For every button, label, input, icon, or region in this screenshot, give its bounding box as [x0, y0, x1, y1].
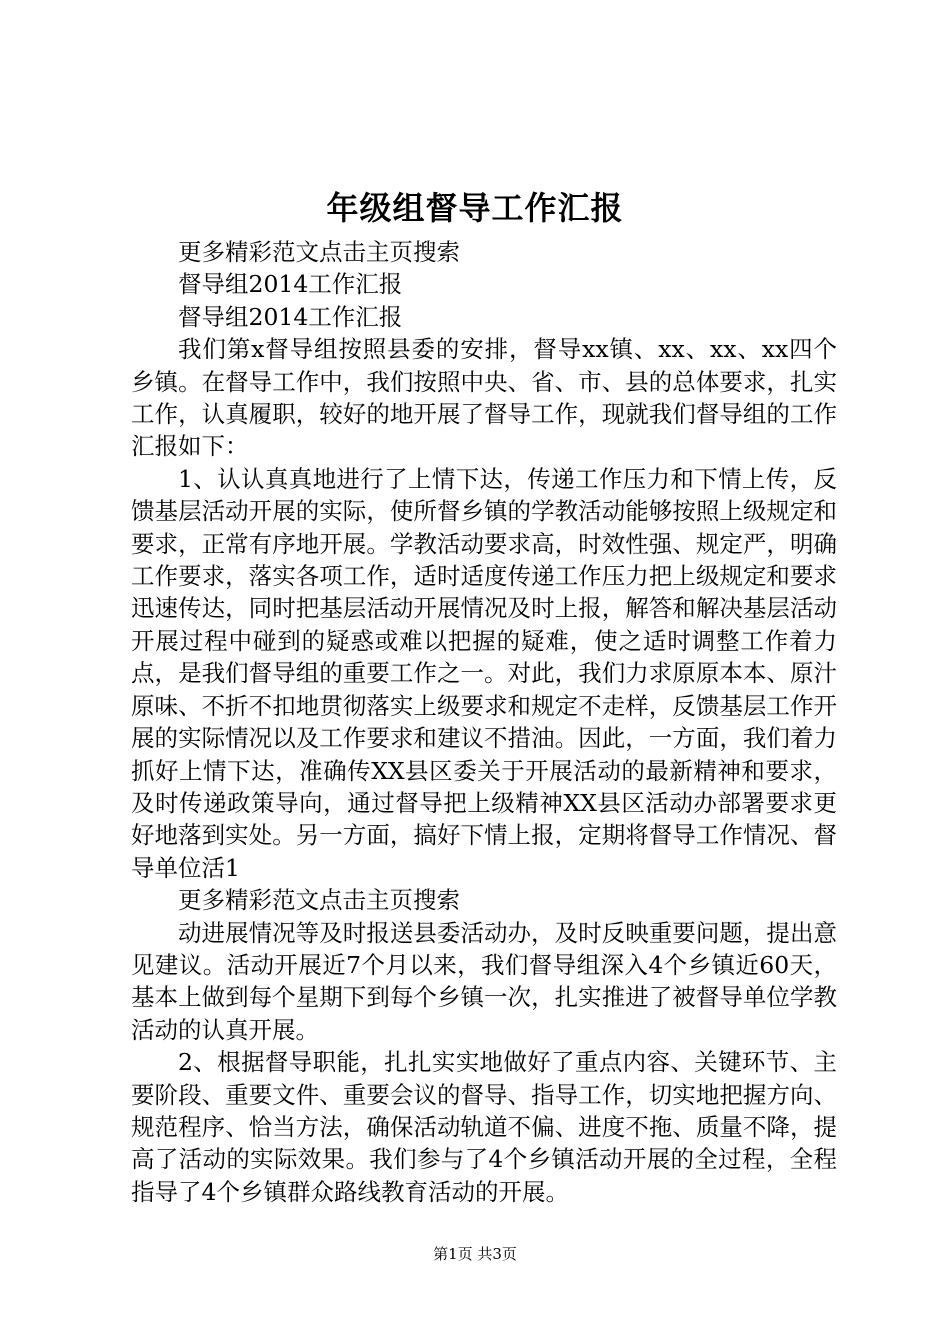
paragraph-point-1: 1、认认真真地进行了上情下达，传递工作压力和下情上传，反馈基层活动开展的实际，使所督乡镇的学教活动能够按照上级规定和要求，正常有序地开展。学教活动要求高，时效性强、规定严，明确工作要求，落实各项工作，适时适度传递工作压力把上级规定和要求迅速传达，同时把基层活动开展情况及时上报，解答和解决基层活动开展过程中碰到的疑惑或难以把握的疑难，使之适时调整工作着力点，是我们督导组的重要工作之一。对此，我们力求原原本本、原汁原味、不折不扣地贯彻落实上级要求和规定不走样，反馈基层工作开展的实际情况以及工作要求和建议不措油。因此，一方面，我们着力抓好上情下达，准确传XX县区委关于开展活动的最新精神和要求，及时传递政策导向，通过督导把上级精神XX县区活动办部署要求更好地落到实处。另一方面，搞好下情上报，定期将督导工作情况、督导单位活1 [131, 464, 837, 882]
document-body [131, 236, 837, 1208]
paragraph-heading-repeat: 督导组2014工作汇报 [178, 302, 403, 331]
page-footer: 第1页 共3页 [433, 1245, 517, 1263]
paragraph-promo-repeat: 更多精彩范文点击主页搜索 [178, 886, 460, 915]
document-title: 年级组督导工作汇报 [326, 189, 624, 227]
paragraph-heading: 督导组2014工作汇报 [178, 270, 403, 299]
paragraph-point-1-continued: 动进展情况等及时报送县委活动办，及时反映重要问题，提出意见建议。活动开展近7个月以来，我们督导组深入4个乡镇近60天，基本上做到每个星期下到每个乡镇一次，扎实推进了被督导单位学教活动的认真开展。 [131, 918, 837, 1044]
paragraph-point-2: 2、根据督导职能，扎扎实实地做好了重点内容、关键环节、主要阶段、重要文件、重要会议的督导、指导工作，切实地把握方向、规范程序、恰当方法，确保活动轨道不偏、进度不拖、质量不降，提高了活动的实际效果。我们参与了4个乡镇活动开展的全过程，全程指导了4个乡镇群众路线教育活动的开展。 [131, 1048, 837, 1206]
paragraph-intro: 我们第x督导组按照县委的安排，督导xx镇、xx、xx、xx四个乡镇。在督导工作中，我们按照中央、省、市、县的总体要求，扎实工作，认真履职，较好的地开展了督导工作，现就我们督导组的工作汇报如下： [131, 335, 837, 461]
paragraph-promo: 更多精彩范文点击主页搜索 [178, 238, 460, 266]
